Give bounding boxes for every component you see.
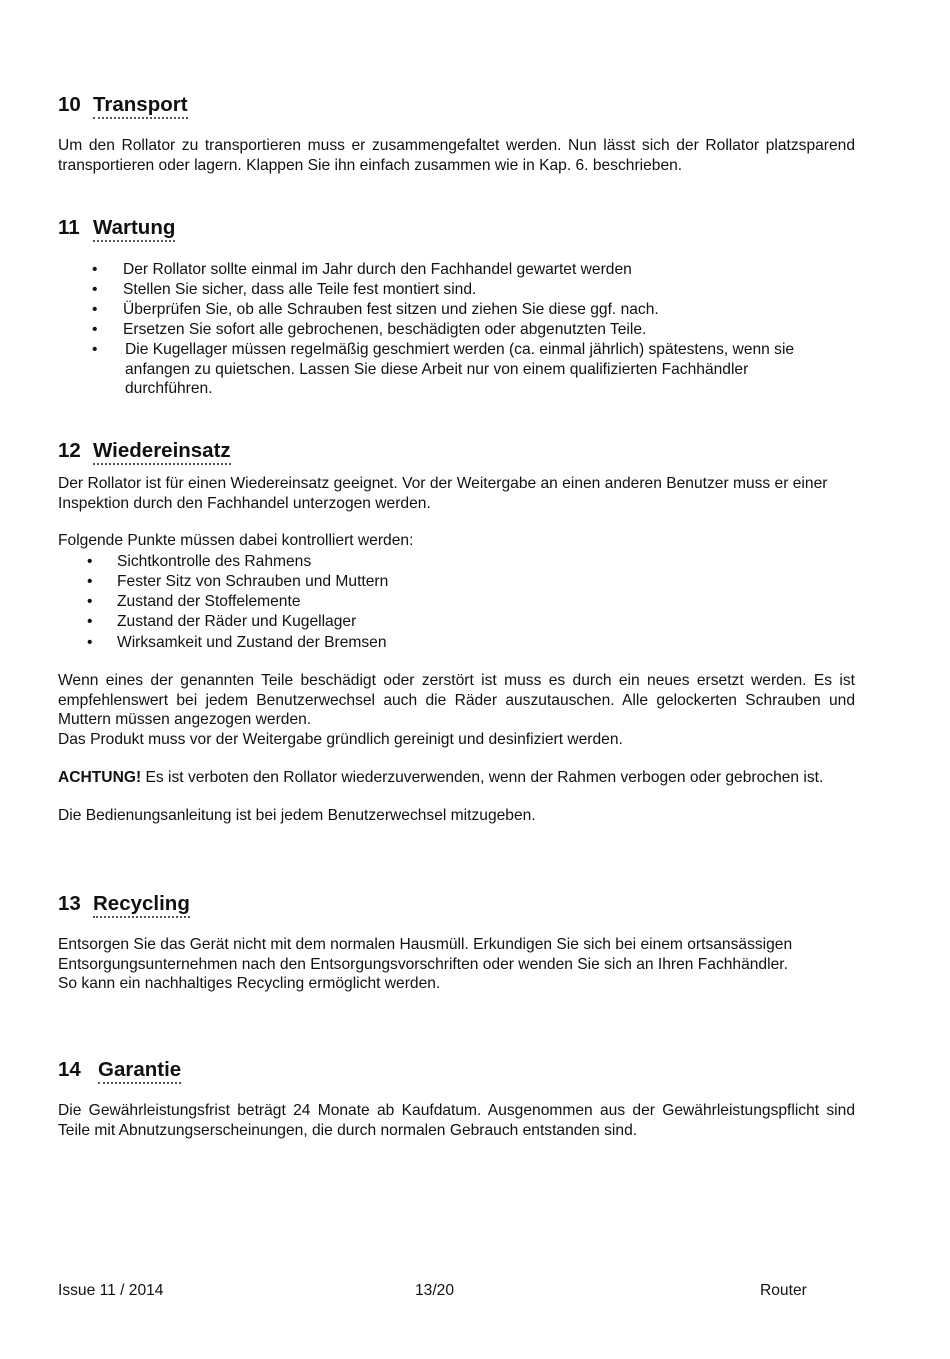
list-item: • Zustand der Stoffelemente [58, 592, 855, 612]
paragraph-line: Entsorgen Sie das Gerät nicht mit dem normalen Hausmüll. Erkundigen Sie sich bei einem ortsansässigen [58, 936, 793, 953]
section-title: Wiedereinsatz [93, 439, 231, 465]
section-title: Recycling [93, 892, 190, 918]
section-number: 14 [58, 1058, 81, 1081]
list-item: • Zustand der Räder und Kugellager [58, 612, 855, 632]
section-transport [58, 93, 855, 175]
section-number: 12 [58, 439, 81, 462]
paragraph: Der Rollator ist für einen Wiedereinsatz geeignet. Vor der Weitergabe an einen anderen Benutzer muss er einer Inspektion durch den Fachhandel unterzogen werden. [58, 475, 828, 512]
maintenance-list [58, 260, 838, 399]
section-number: 13 [58, 892, 81, 915]
section-number: 11 [58, 216, 80, 239]
paragraph-line: Entsorgungsunternehmen nach den Entsorgungsvorschriften oder wenden Sie sich an Ihren Fachhändler. [58, 955, 788, 973]
footer-page-number: 13/20 [415, 1282, 455, 1299]
section-heading [58, 439, 855, 463]
section-wartung [58, 216, 855, 399]
section-title: Wartung [93, 216, 175, 242]
section-heading [58, 1058, 855, 1082]
section-recycling [58, 892, 855, 994]
warning-paragraph [58, 768, 848, 788]
section-garantie [58, 1058, 855, 1140]
list-item: • Fester Sitz von Schrauben und Muttern [58, 572, 855, 592]
paragraph: Die Bedienungsanleitung ist bei jedem Benutzerwechsel mitzugeben. [58, 806, 536, 824]
section-title: Garantie [98, 1058, 181, 1084]
list-item: • Sichtkontrolle des Rahmens [58, 552, 855, 572]
list-intro: Folgende Punkte müssen dabei kontrolliert werden: [58, 532, 414, 549]
paragraph: Um den Rollator zu transportieren muss er zusammengefaltet werden. Nun lässt sich der Rollator platzsparend transportieren oder lagern. Klappen Sie ihn einfach zusammen wie in Kap. 6. beschrieben. [58, 137, 855, 174]
list-item: • Wirksamkeit und Zustand der Bremsen [58, 633, 855, 653]
section-title: Transport [93, 93, 188, 119]
paragraph-line: So kann ein nachhaltiges Recycling ermöglicht werden. [58, 975, 441, 992]
paragraph: Das Produkt muss vor der Weitergabe gründlich gereinigt und desinfiziert werden. [58, 730, 623, 748]
section-number: 10 [58, 93, 81, 116]
section-heading [58, 216, 855, 240]
list-item: • Überprüfen Sie, ob alle Schrauben fest sitzen und ziehen Sie diese ggf. nach. [58, 300, 838, 320]
footer-brand: Router [760, 1282, 807, 1299]
warning-label: ACHTUNG! [58, 769, 142, 787]
footer-issue: Issue 11 / 2014 [58, 1282, 164, 1299]
paragraph: Wenn eines der genannten Teile beschädigt oder zerstört ist muss es durch ein neues ersetzt werden. Es ist empfehlenswert bei jedem Benutzerwechsel auch die Räder auszutauschen. Alle gelockerten Schrauben und Muttern müssen angezogen werden. [58, 672, 855, 729]
list-item: • Ersetzen Sie sofort alle gebrochenen, beschädigten oder abgenutzten Teile. [58, 320, 838, 340]
list-item: • Stellen Sie sicher, dass alle Teile fest montiert sind. [58, 280, 838, 300]
inspection-list [58, 552, 855, 653]
list-item: • Der Rollator sollte einmal im Jahr durch den Fachhandel gewartet werden [58, 260, 838, 280]
section-heading [58, 93, 855, 117]
section-wiedereinsatz [58, 439, 855, 825]
list-item: • Die Kugellager müssen regelmäßig geschmiert werden (ca. einmal jährlich) spätestens, wenn sie anfangen zu quietschen. Lassen Sie diese Arbeit nur von einem qualifizierten Fachhändler durchführen. [58, 340, 838, 399]
warning-text: Es ist verboten den Rollator wiederzuverwenden, wenn der Rahmen verbogen oder gebrochen ist. [141, 769, 824, 787]
section-heading [58, 892, 855, 916]
paragraph: Die Gewährleistungsfrist beträgt 24 Monate ab Kaufdatum. Ausgenommen aus der Gewährleistungspflicht sind Teile mit Abnutzungserscheinungen, die durch normalen Gebrauch entstanden sind. [58, 1102, 855, 1139]
